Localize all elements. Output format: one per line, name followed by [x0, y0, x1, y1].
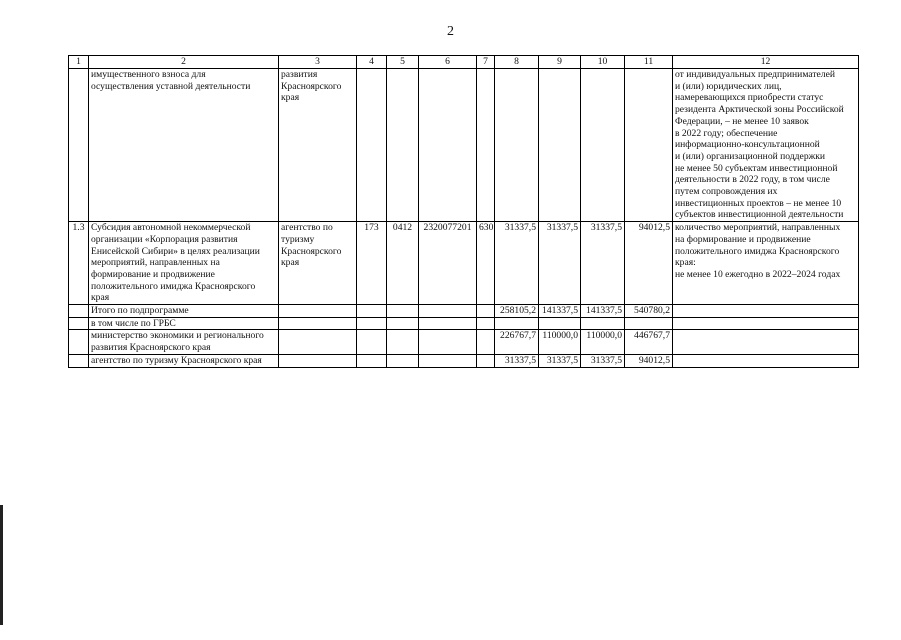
- amount-2023-cell: 31337,5: [539, 222, 581, 305]
- row-number-cell: [69, 354, 89, 367]
- header-cell: 9: [539, 56, 581, 69]
- amount-2024-cell: 141337,5: [581, 305, 625, 318]
- expected-result-cell: от индивидуальных предпринимателей и (или) юридических лиц, намеревающихся приобрести статус резидента Арктической зоны Российской Федерации, – не менее 10 заявок в 2022 году; обеспечение информационно-консультационной и (или) организационной поддержки не менее 50 субъектам инвестиционной деятельности в 2022 году, в том числе путем сопровождения их инвестиционных проектов – не менее 10 субъектов инвестиционной деятельности: [673, 69, 859, 222]
- grbs-cell: [279, 330, 357, 354]
- amount-total-cell: 446767,7: [625, 330, 673, 354]
- table-row: [69, 317, 859, 330]
- section-cell: 0412: [387, 222, 419, 305]
- grbs-cell: [279, 305, 357, 318]
- expense-type-cell: [477, 317, 495, 330]
- amount-2022-cell: 258105,2: [495, 305, 539, 318]
- amount-total-cell: 94012,5: [625, 354, 673, 367]
- expense-type-cell: [477, 330, 495, 354]
- amount-2024-cell: 31337,5: [581, 222, 625, 305]
- section-cell: [387, 330, 419, 354]
- header-cell: 10: [581, 56, 625, 69]
- expense-type-cell: [477, 69, 495, 222]
- amount-total-cell: 540780,2: [625, 305, 673, 318]
- expected-result-cell: количество мероприятий, направленных на формирование и продвижение положительного имиджа Красноярского края: не менее 10 ежегодно в 2022–2024 годах: [673, 222, 859, 305]
- amount-2022-cell: [495, 317, 539, 330]
- table-row: [69, 305, 859, 318]
- header-row: [69, 56, 859, 69]
- header-cell: 11: [625, 56, 673, 69]
- amount-2022-cell: 31337,5: [495, 354, 539, 367]
- header-cell: 4: [357, 56, 387, 69]
- target-article-cell: 2320077201: [419, 222, 477, 305]
- expense-type-cell: 630: [477, 222, 495, 305]
- table-row: [69, 330, 859, 354]
- section-cell: [387, 354, 419, 367]
- header-cell: 3: [279, 56, 357, 69]
- target-article-cell: [419, 354, 477, 367]
- amount-2024-cell: 31337,5: [581, 354, 625, 367]
- activity-name-cell: Субсидия автономной некоммерческой организации «Корпорация развития Енисейской Сибири» в целях реализации мероприятий, направленных на формирование и продвижение положительного имиджа Красноярского края: [89, 222, 279, 305]
- target-article-cell: [419, 69, 477, 222]
- code-cell: [357, 317, 387, 330]
- amount-2024-cell: [581, 69, 625, 222]
- row-number-cell: [69, 305, 89, 318]
- section-cell: [387, 305, 419, 318]
- row-number-cell: [69, 69, 89, 222]
- row-number-cell: 1.3: [69, 222, 89, 305]
- header-cell: 7: [477, 56, 495, 69]
- grbs-cell: [279, 317, 357, 330]
- amount-2023-cell: [539, 317, 581, 330]
- target-article-cell: [419, 305, 477, 318]
- activity-name-cell: в том числе по ГРБС: [89, 317, 279, 330]
- section-cell: [387, 69, 419, 222]
- amount-2023-cell: [539, 69, 581, 222]
- expected-result-cell: [673, 305, 859, 318]
- section-cell: [387, 317, 419, 330]
- amount-2022-cell: [495, 69, 539, 222]
- header-cell: 12: [673, 56, 859, 69]
- budget-table: [68, 55, 859, 368]
- page-number: 2: [447, 24, 454, 39]
- grbs-cell: [279, 354, 357, 367]
- code-cell: 173: [357, 222, 387, 305]
- activity-name-cell: Итого по подпрограмме: [89, 305, 279, 318]
- header-cell: 8: [495, 56, 539, 69]
- header-cell: 1: [69, 56, 89, 69]
- code-cell: [357, 69, 387, 222]
- amount-2023-cell: 141337,5: [539, 305, 581, 318]
- header-cell: 2: [89, 56, 279, 69]
- amount-total-cell: 94012,5: [625, 222, 673, 305]
- header-cell: 6: [419, 56, 477, 69]
- expense-type-cell: [477, 305, 495, 318]
- target-article-cell: [419, 317, 477, 330]
- expected-result-cell: [673, 317, 859, 330]
- code-cell: [357, 354, 387, 367]
- code-cell: [357, 330, 387, 354]
- activity-name-cell: министерство экономики и регионального развития Красноярского края: [89, 330, 279, 354]
- amount-2023-cell: 110000,0: [539, 330, 581, 354]
- amount-total-cell: [625, 317, 673, 330]
- header-cell: 5: [387, 56, 419, 69]
- expected-result-cell: [673, 330, 859, 354]
- expected-result-cell: [673, 354, 859, 367]
- activity-name-cell: имущественного взноса для осуществления уставной деятельности: [89, 69, 279, 222]
- activity-name-cell: агентство по туризму Красноярского края: [89, 354, 279, 367]
- table-row: [69, 354, 859, 367]
- amount-2023-cell: 31337,5: [539, 354, 581, 367]
- amount-total-cell: [625, 69, 673, 222]
- amount-2022-cell: 226767,7: [495, 330, 539, 354]
- table-row: [69, 69, 859, 222]
- row-number-cell: [69, 330, 89, 354]
- amount-2022-cell: 31337,5: [495, 222, 539, 305]
- scan-edge-shadow: [0, 505, 3, 625]
- row-number-cell: [69, 317, 89, 330]
- grbs-cell: развития Красноярского края: [279, 69, 357, 222]
- expense-type-cell: [477, 354, 495, 367]
- amount-2024-cell: 110000,0: [581, 330, 625, 354]
- table-row: [69, 222, 859, 305]
- target-article-cell: [419, 330, 477, 354]
- grbs-cell: агентство по туризму Красноярского края: [279, 222, 357, 305]
- code-cell: [357, 305, 387, 318]
- amount-2024-cell: [581, 317, 625, 330]
